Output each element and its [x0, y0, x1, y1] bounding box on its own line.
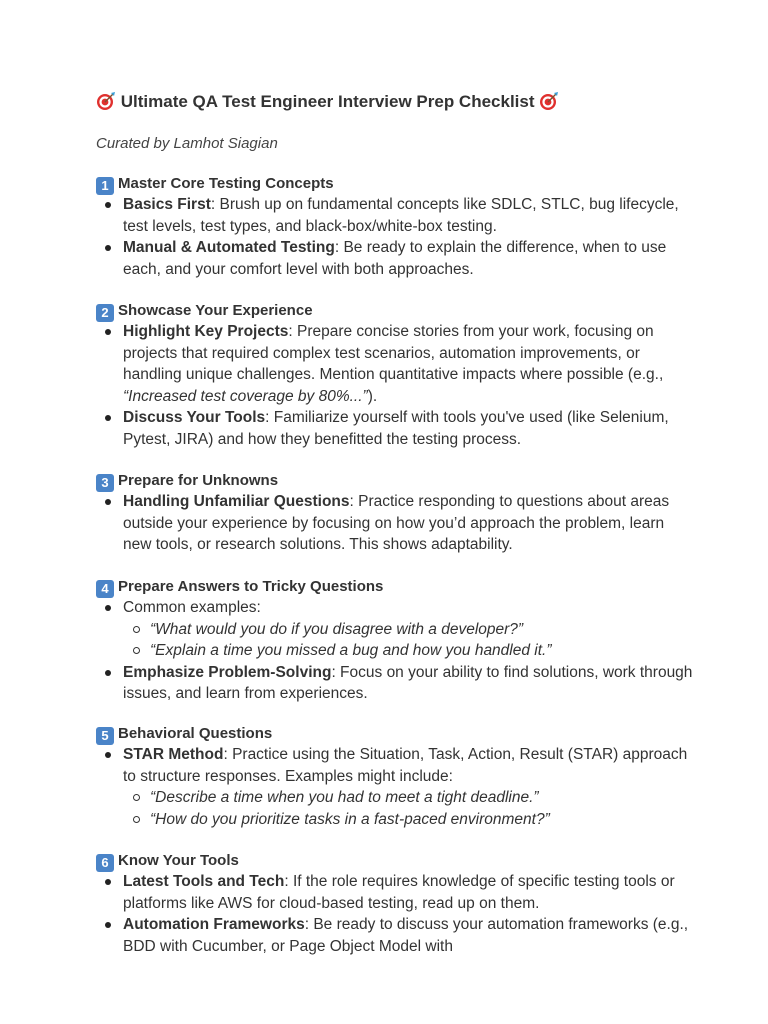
section-heading-text: Master Core Testing Concepts: [118, 175, 334, 192]
item-text: : Be ready to explain the difference, when to use each, and your comfort level with both approaches.: [123, 239, 667, 278]
keycap-number-icon: 2: [96, 304, 114, 322]
section-experience: [96, 301, 696, 450]
item-text: : Practice using the Situation, Task, Action, Result (STAR) approach to structure responses. Examples might include:: [123, 746, 688, 785]
section-tricky-questions: [96, 577, 696, 705]
section-heading: [96, 301, 696, 321]
item-text: : Familiarize yourself with tools you've used (like Selenium, Pytest, JIRA) and how they benefitted the testing process.: [123, 409, 669, 448]
sub-list-item: “How do you prioritize tasks in a fast-paced environment?”: [123, 809, 696, 831]
list-item: [96, 237, 696, 280]
section-heading-text: Prepare Answers to Tricky Questions: [118, 578, 384, 595]
item-term: Emphasize Problem-Solving: [123, 663, 332, 681]
list-item: [96, 914, 696, 957]
list-item: [96, 407, 696, 450]
sub-list-item: “Explain a time you missed a bug and how you handled it.”: [123, 640, 696, 662]
section-heading-text: Know Your Tools: [118, 852, 239, 869]
section-tools: [96, 851, 696, 957]
section-heading: [96, 724, 696, 744]
item-text: : If the role requires knowledge of specific testing tools or platforms like AWS for cloud-based testing, read up on them.: [123, 873, 675, 912]
item-term: Discuss Your Tools: [123, 409, 266, 426]
item-text: : Prepare concise stories from your work, focusing on projects that required complex test scenarios, automation improvements, or handling unique challenges. Mention quantitative impacts where possible (e.g.,: [123, 323, 664, 383]
item-text: : Brush up on fundamental concepts like SDLC, STLC, bug lifecycle, test levels, test types, and black-box/white-box testing.: [123, 196, 679, 235]
item-term: Automation Frameworks: [123, 916, 305, 933]
keycap-number-icon: 3: [96, 474, 114, 492]
item-text: : Focus on your ability to find solutions, work through issues, and learn from experiences.: [123, 663, 693, 702]
keycap-number-icon: 1: [96, 177, 114, 195]
list-item: [96, 744, 696, 830]
item-term: Basics First: [123, 196, 211, 213]
item-tail: ).: [367, 387, 378, 405]
section-heading-text: Showcase Your Experience: [118, 302, 313, 319]
keycap-number-icon: 5: [96, 727, 114, 745]
byline: Curated by Lamhot Siagian: [96, 135, 278, 152]
item-text: Common examples:: [123, 599, 261, 616]
section-heading-text: Prepare for Unknowns: [118, 472, 279, 489]
item-term: STAR Method: [123, 746, 224, 763]
section-heading-text: Behavioral Questions: [118, 725, 273, 742]
page-title: [96, 90, 716, 114]
item-term: Handling Unfamiliar Questions: [123, 493, 350, 510]
list-item: [96, 491, 696, 556]
section-heading: [96, 851, 696, 871]
list-item: [96, 597, 696, 662]
item-term: Latest Tools and Tech: [123, 873, 285, 890]
list-item: [96, 871, 696, 914]
sub-list-item: “Describe a time when you had to meet a tight deadline.”: [123, 787, 696, 809]
section-heading: [96, 174, 696, 194]
item-term: Manual & Automated Testing: [123, 239, 335, 256]
section-core-concepts: [96, 174, 696, 280]
list-item: [96, 662, 696, 705]
item-quote: “Increased test coverage by 80%...”: [123, 387, 368, 405]
section-behavioral: [96, 724, 696, 830]
sub-list-item: “What would you do if you disagree with a developer?”: [123, 619, 696, 641]
direct-hit-target-icon: [96, 91, 116, 111]
section-unknowns: [96, 471, 696, 556]
direct-hit-target-icon: [539, 91, 559, 111]
title-text: Ultimate QA Test Engineer Interview Prep Checklist: [120, 92, 535, 111]
item-term: Highlight Key Projects: [123, 323, 289, 340]
list-item: [96, 194, 696, 237]
item-text: : Practice responding to questions about areas outside your experience by focusing on how you’d approach the problem, learn new tools, or research solutions. This shows adaptability.: [123, 493, 670, 553]
keycap-number-icon: 4: [96, 580, 114, 598]
keycap-number-icon: 6: [96, 854, 114, 872]
section-heading: [96, 471, 696, 491]
item-text: : Be ready to discuss your automation frameworks (e.g., BDD with Cucumber, or Page Object Model with: [123, 916, 689, 955]
section-heading: [96, 577, 696, 597]
list-item: [96, 321, 696, 407]
